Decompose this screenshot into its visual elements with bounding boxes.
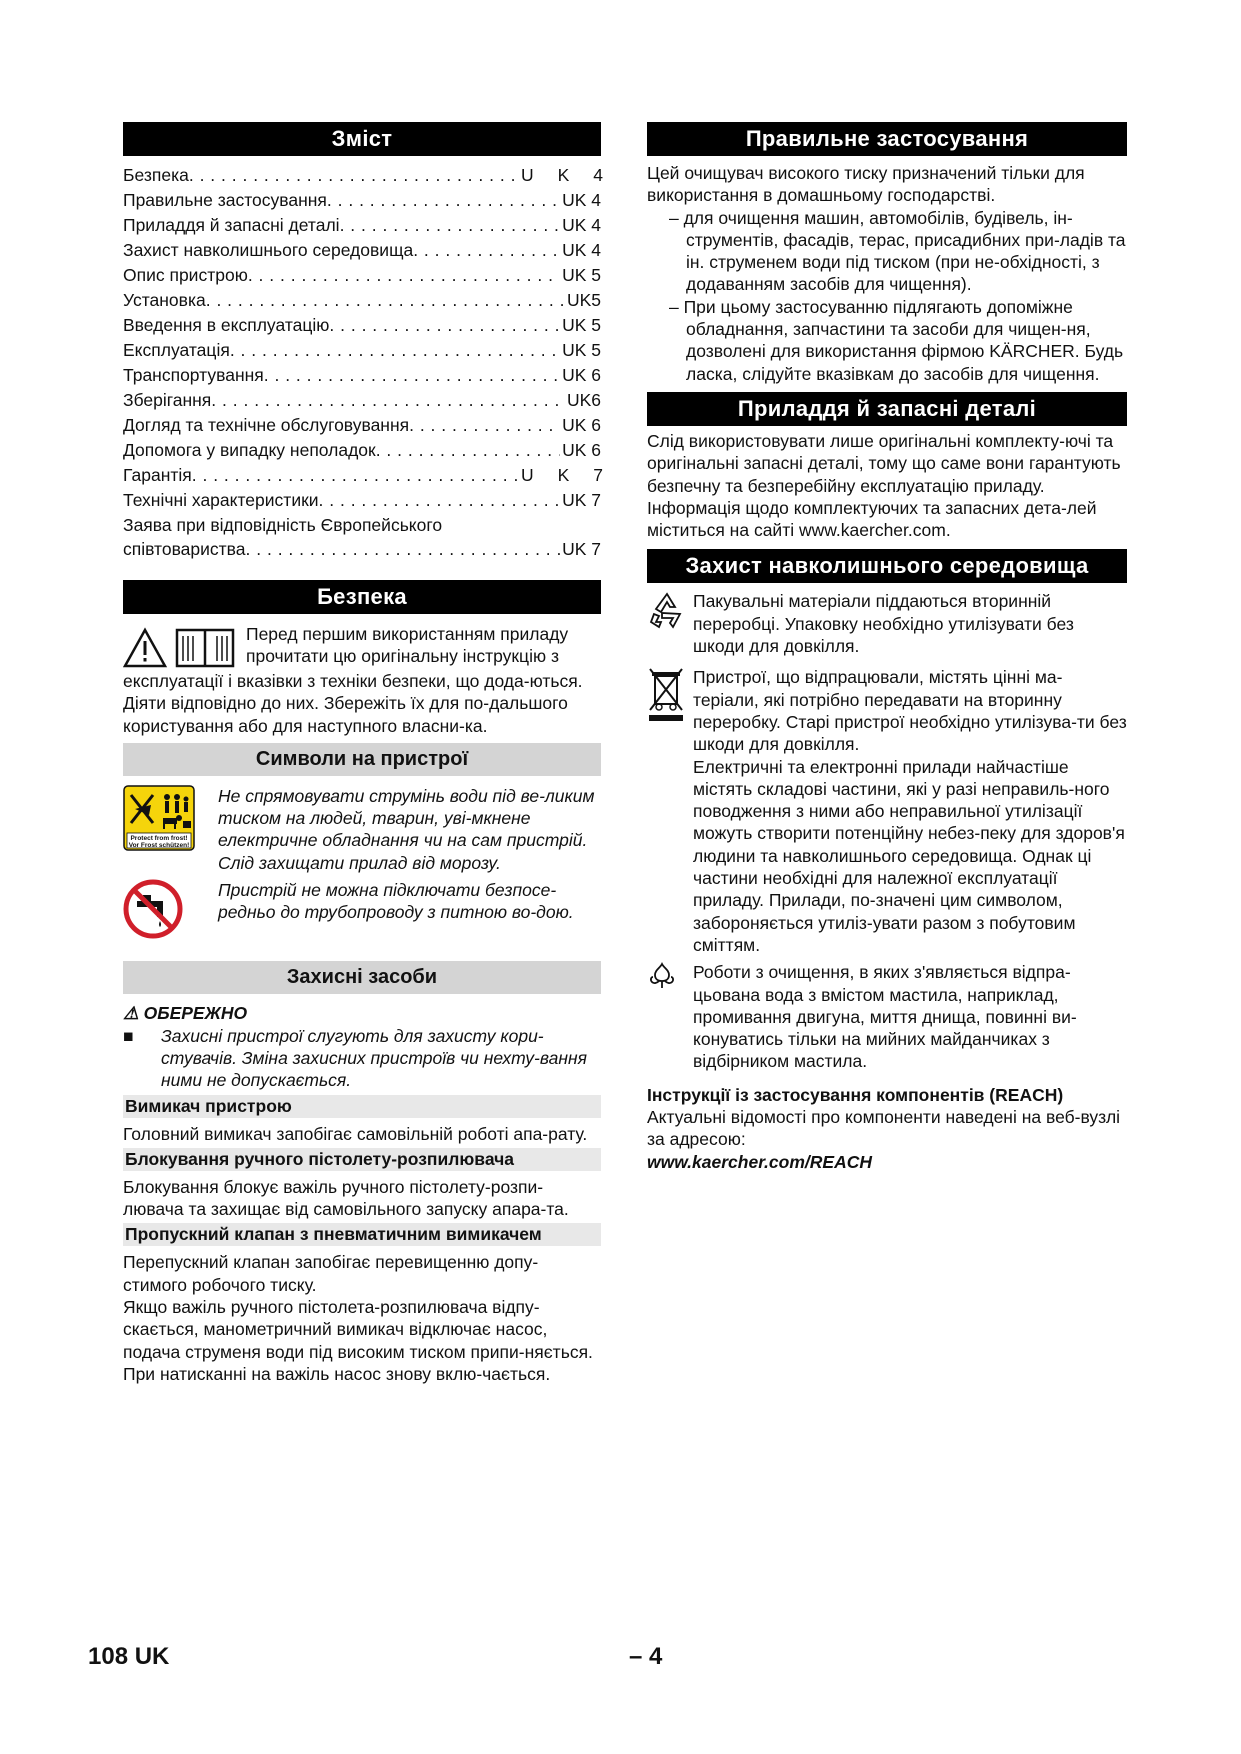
toc-item-title: Установка xyxy=(123,290,206,310)
toc-item-title: Транспортування xyxy=(123,365,264,385)
toc-item[interactable] xyxy=(123,238,601,263)
toc-item-dots xyxy=(329,313,560,338)
toc-item[interactable] xyxy=(123,388,601,413)
toc-item-dots xyxy=(319,488,561,513)
right-column xyxy=(647,122,1127,1173)
env-weee-text1: Пристрої, що відпрацювали, містять цінні ма-теріали, які потрібно передавати на вторинну переробку. Старі пристрої необхідно утилізува-ти без шкоди для довкілля. xyxy=(693,667,1127,755)
toc-item[interactable] xyxy=(123,213,601,238)
toc-item-declaration-line1: Заява при відповідність Європейського xyxy=(123,515,443,535)
toc-item-declaration-line2: співтовариства xyxy=(123,539,246,559)
protective-devices-heading: Захисні засоби xyxy=(123,961,601,994)
frost-warning-sign xyxy=(123,785,218,874)
person-icon xyxy=(164,794,189,813)
toc-item-page: UK6 xyxy=(566,390,601,410)
toc-item-title: Опис пристрою xyxy=(123,265,248,285)
usage-bullet-1: – для очищення машин, автомобілів, будівель, ін-струментів, фасадів, терас, присадибних при-ладів та ін. струменем води під тиском (при не-обхідності, з додаванням засобів для чищення). xyxy=(669,207,1126,295)
toc-item-dots xyxy=(248,263,560,288)
toc-item-page: UK 4 xyxy=(562,215,601,235)
toc-item-page: UK 4 xyxy=(562,190,601,210)
toc-item-title: Допомога у випадку неполадок xyxy=(123,440,376,460)
toc-item-declaration-page: UK 7 xyxy=(562,539,601,559)
toc-item-title: Безпека xyxy=(123,165,189,185)
trigger-lock-heading: Блокування ручного пістолету-розпилювача xyxy=(123,1148,601,1171)
safety-intro-text-a: Перед першим використанням приладу прочитати цю оригінальну інструкцію з xyxy=(246,624,569,667)
main-switch-text: Головний вимикач запобігає самовільній роботі апа-рату. xyxy=(123,1123,588,1144)
toc-item-title: Технічні характеристики xyxy=(123,490,319,510)
usage-heading: Правильне застосування xyxy=(647,122,1127,156)
toc-item-dots xyxy=(192,463,519,488)
toc-item-page: UK 6 xyxy=(562,365,601,385)
footer-page-number: 108 UK xyxy=(88,1643,170,1670)
bypass-valve-text2: Якщо важіль ручного пістолета-розпилювача відпу-скається, манометричний вимикач відключає насос, подача струменя води під високим тиском припи-няється. При натисканні на важіль насос знову вклю-чається. xyxy=(123,1297,593,1384)
symbol-row-drinking-water xyxy=(123,879,601,944)
toc-item-dots xyxy=(376,438,560,463)
frost-label-1: Protect from frost! xyxy=(130,834,188,842)
toc-item-dots xyxy=(340,213,561,238)
toc-item-dots xyxy=(230,338,560,363)
symbol-frost-text: Не спрямовувати струмінь води під ве-ликим тиском на людей, тварин, уві-мкнене електричне обладнання чи на сам пристрій. xyxy=(218,785,595,851)
toc-list xyxy=(123,163,627,513)
safety-heading: Безпека xyxy=(123,580,601,614)
toc-item-title: Догляд та технічне обслуговування xyxy=(123,415,410,435)
toc-item-title: Гарантія xyxy=(123,465,192,485)
reach-heading: Інструкції із застосування компонентів (REACH) xyxy=(647,1084,1064,1105)
env-recycle-row xyxy=(647,590,1127,657)
toc-item-dots xyxy=(264,363,560,388)
warning-caution xyxy=(123,1002,601,1024)
toc-item-page: UK 6 xyxy=(562,440,601,460)
toc-item-page: UK4 xyxy=(520,165,627,185)
accessories-text1: Слід використовувати лише оригінальні комплекту-ючі та оригінальні запасні деталі, тому що саме вони гарантують безпечну та безперебійну експлуатацію приладу. xyxy=(647,430,1121,496)
toc-item[interactable] xyxy=(123,363,601,388)
toc-item-dots xyxy=(409,413,560,438)
symbol-drinking-water-text: Пристрій не можна підключати безпосе-редньо до трубопроводу з питною во-дою. xyxy=(218,880,574,923)
reach-text: Актуальні відомості про компоненти наведені на веб-вузлі за адресою: xyxy=(647,1106,1121,1150)
toc-item-page: UK 6 xyxy=(562,415,601,435)
symbol-frost-text2: Слід захищати прилад від морозу. xyxy=(218,852,501,873)
toc-item-page: UK 5 xyxy=(562,340,601,360)
reach-url-link[interactable]: www.kaercher.com/REACH xyxy=(647,1151,872,1172)
oil-drop-icon xyxy=(647,961,693,1072)
accessories-heading: Приладдя й запасні деталі xyxy=(647,392,1127,426)
square-bullet-icon: ■ xyxy=(123,1025,134,1046)
symbol-row-frost xyxy=(123,785,601,874)
env-oil-text: Роботи з очищення, в яких з'являється відпра-цьована вода з вмістом мастила, наприклад, промивання двигуна, миття днища, повинні ви-конуватись тільки на мийних майданчиках з відбірником мастила. xyxy=(693,962,1077,1072)
toc-item-dots xyxy=(206,288,565,313)
toc-item-title: Зберігання xyxy=(123,390,212,410)
toc-item-page: UK 5 xyxy=(562,265,601,285)
bypass-valve-text1: Перепускний клапан запобігає перевищенню допу-стимого робочого тиску. xyxy=(123,1252,539,1295)
env-weee-text2: Електричні та електронні прилади найчастіше містять складові частини, які у разі неправиль-ного поводження з ними або неправильної утилізації можуть створити потенційну небез-пеку для здоров'я людини та навколишнього середовища. Однак ці частини необхідні для належної експлуатації приладу. Прилади, по-значені цим символом, забороняється утиліз-увати разом з побутовим сміттям. xyxy=(693,756,1125,955)
recycle-icon xyxy=(647,590,693,657)
toc-item[interactable] xyxy=(123,338,601,363)
toc-item[interactable] xyxy=(123,163,627,188)
toc-item[interactable] xyxy=(123,463,627,488)
toc-item-page: UK 4 xyxy=(562,240,601,260)
toc-item[interactable] xyxy=(123,438,601,463)
toc-item-page: UK 7 xyxy=(562,490,601,510)
toc-item-declaration[interactable] xyxy=(123,513,601,561)
env-recycle-text: Пакувальні матеріали піддаються вторинній переробці. Упаковку необхідно утилізувати без шкоди для довкілля. xyxy=(693,591,1074,657)
toc-item-title: Введення в експлуатацію xyxy=(123,315,330,335)
bypass-valve-heading: Пропускний клапан з пневматичним вимикачем xyxy=(123,1223,601,1246)
toc-item[interactable] xyxy=(123,413,601,438)
toc-item[interactable] xyxy=(123,263,601,288)
toc-item-dots xyxy=(211,388,565,413)
env-weee-row xyxy=(647,666,1127,956)
caution-label: ОБЕРЕЖНО xyxy=(143,1003,248,1024)
caution-triangle-icon: ⚠ xyxy=(123,1003,139,1024)
toc-item[interactable] xyxy=(123,313,601,338)
toc-item-dots xyxy=(413,238,560,263)
toc-heading: Зміст xyxy=(123,122,601,156)
footer-section-page: – 4 xyxy=(629,1643,663,1670)
main-switch-heading: Вимикач пристрою xyxy=(123,1095,601,1118)
warning-manual-icons xyxy=(123,626,240,670)
env-oil-row xyxy=(647,961,1127,1072)
manual-book-icon xyxy=(177,630,233,666)
toc-item-title: Експлуатація xyxy=(123,340,230,360)
environment-heading: Захист навколишнього середовища xyxy=(647,549,1127,583)
trigger-lock-text: Блокування блокує важіль ручного пістолету-розпи-лювача та захищає від самовільного запуску апара-та. xyxy=(123,1176,569,1220)
accessories-text2: Інформація щодо комплектуючих та запасних дета-лей міститься на сайті www.kaercher.com. xyxy=(647,497,1097,541)
toc-item-page: UK 5 xyxy=(562,315,601,335)
usage-bullet-2: – При цьому застосуванню підлягають допоміжне обладнання, запчастини та засоби для чищен-ня, дозволені для використання фірмою KÄRCHER. Будь ласка, слідуйте вказівкам до засобів для чищення. xyxy=(669,296,1124,384)
no-drinking-water-icon xyxy=(123,879,218,944)
crossed-bin-icon xyxy=(647,666,693,956)
toc-item-dots xyxy=(327,188,560,213)
usage-intro: Цей очищувач високого тиску призначений тільки для використання в домашньому господарстві. xyxy=(647,163,1085,206)
toc-item-page: UK7 xyxy=(520,465,627,485)
warning-triangle-icon xyxy=(125,630,165,666)
toc-item-page: UK5 xyxy=(566,290,601,310)
safety-intro-text-b: експлуатації і вказівки з техніки безпеки, що дода-ються. Діяти відповідно до них. Збережіть їх для по-дальшого користування або для наступного власни-ка. xyxy=(123,671,583,736)
warning-text: Захисні пристрої слугують для захисту кори-стувачів. Зміна захисних пристроїв чи нехту-вання ними не допускається. xyxy=(161,1025,587,1091)
toc-item-title: Приладдя й запасні деталі xyxy=(123,215,340,235)
frost-label-2: Vor Frost schützen! xyxy=(128,841,190,849)
toc-item-dots xyxy=(189,163,519,188)
toc-item[interactable] xyxy=(123,188,601,213)
toc-item-title: Захист навколишнього середовища xyxy=(123,240,414,260)
warning-bullet xyxy=(123,1025,601,1092)
symbols-heading: Символи на пристрої xyxy=(123,743,601,776)
left-column xyxy=(123,122,627,1385)
safety-intro xyxy=(123,623,601,737)
toc-item[interactable] xyxy=(123,488,601,513)
toc-item-title: Правильне застосування xyxy=(123,190,327,210)
toc-item[interactable] xyxy=(123,288,601,313)
